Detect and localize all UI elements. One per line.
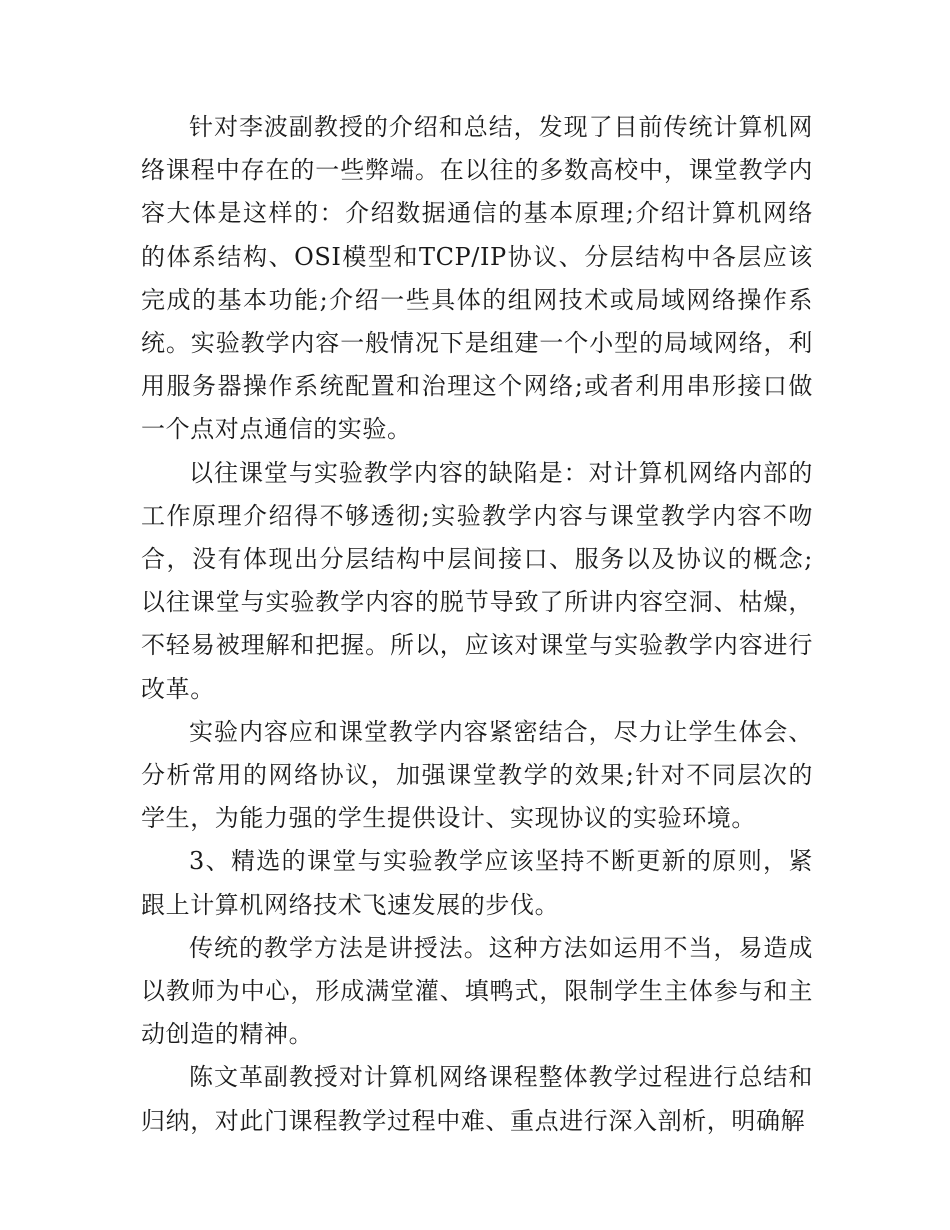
paragraph-problems-traditional-course: 针对李波副教授的介绍和总结，发现了目前传统计算机网络课程中存在的一些弊端。在以往的多数高校中，课堂教学内容大体是这样的：介绍数据通信的基本原理;介绍计算机网络的体系结构、OSI模型和TCP/IP协议、分层结构中各层应该完成的基本功能;介绍一些具体的组网技术或局域网络操作系统。实验教学内容一般情况下是组建一个小型的局域网络，利用服务器操作系统配置和治理这个网络;或者利用串形接口做一个点对点通信的实验。 bbox=[141, 113, 813, 444]
paragraph-traditional-method: 传统的教学方法是讲授法。这种方法如运用不当，易造成以教师为中心，形成满堂灌、填鸭式，限制学生主体参与和主动创造的精神。 bbox=[141, 933, 813, 1049]
paragraph-course-lab-defects: 以往课堂与实验教学内容的缺陷是：对计算机网络内部的工作原理介绍得不够透彻;实验教学内容与课堂教学内容不吻合，没有体现出分层结构中层间接口、服务以及协议的概念;以往课堂与实验教学内容的脱节导致了所讲内容空洞、枯燥，不轻易被理解和把握。所以，应该对课堂与实验教学内容进行改革。 bbox=[141, 458, 813, 703]
paragraph-chen-summary: 陈文革副教授对计算机网络课程整体教学过程进行总结和归纳，对此门课程教学过程中难、重点进行深入剖析，明确解 bbox=[141, 1063, 813, 1135]
paragraph-principle-3: 3、精选的课堂与实验教学应该坚持不断更新的原则，紧跟上计算机网络技术飞速发展的步伐。 bbox=[141, 847, 813, 919]
document-body bbox=[141, 106, 813, 1143]
paragraph-lab-integration: 实验内容应和课堂教学内容紧密结合，尽力让学生体会、分析常用的网络协议，加强课堂教学的效果;针对不同层次的学生，为能力强的学生提供设计、实现协议的实验环境。 bbox=[141, 717, 813, 833]
